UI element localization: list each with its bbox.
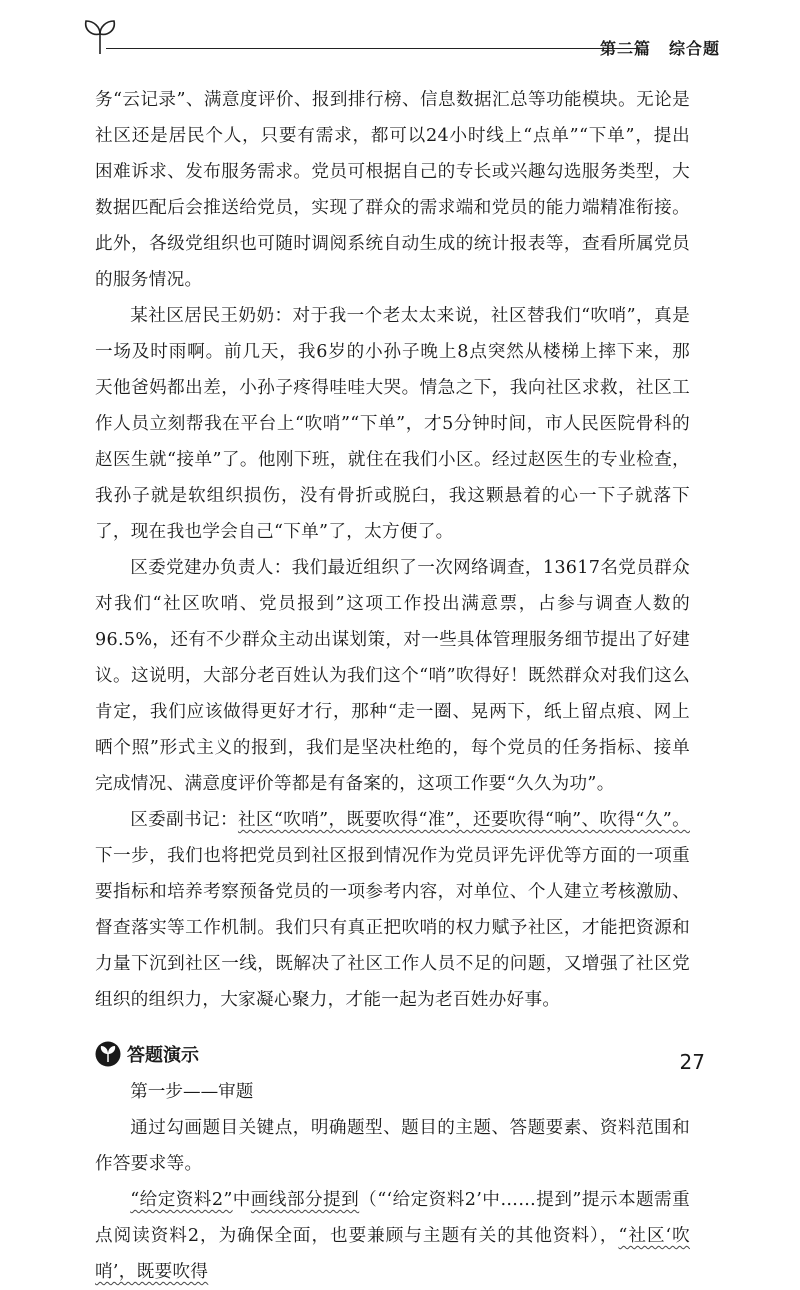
paragraph-2: 某社区居民王奶奶：对于我一个老太太来说，社区替我们“吹哨”，真是一场及时雨啊。前几天，我6岁的小孙子晚上8点突然从楼梯上摔下来，那天他爸妈都出差，小孙子疼得哇哇大哭。情急之下，我向社区求救，社区工作人员立刻帮我在平台上“吹哨”“下单”，才5分钟时间，市人民医院骨科的赵医生就“接单”了。他刚下班，就住在我们小区。经过赵医生的专业检查，我孙子就是软组织损伤，没有骨折或脱臼，我这颗悬着的心一下子就落下了，现在我也学会自己“下单”了，太方便了。 [95, 306, 690, 542]
step-heading: 第一步——审题 [130, 1082, 254, 1102]
page-content [95, 82, 690, 1290]
sprout-icon [80, 18, 120, 56]
keyword-topic: “社区‘吹哨’，既要吹得 [95, 1226, 690, 1282]
paragraph-intro: 通过勾画题目关键点，明确题型、题目的主题、答题要素、资料范围和作答要求等。 [95, 1118, 690, 1174]
keyword-material: “给定资料2” [130, 1190, 233, 1210]
header-section: 综合题 [668, 39, 720, 58]
keyword-underlined: 画线部分提到 [250, 1190, 360, 1210]
section-title: 答题演示 [127, 1045, 199, 1066]
analysis-text-2: （“‘给定资料2’中……提到”提示本题需重点阅读资料2，为确保全面，也要兼顾与主题有关的其他资料）， [95, 1190, 690, 1246]
page-header [80, 18, 720, 58]
paragraph-4-rest: 下一步，我们也将把党员到社区报到情况作为党员评先评优等方面的一项重要指标和培养考察预备党员的一项参考内容，对单位、个人建立考核激励、督查落实等工作机制。我们只有真正把吹哨的权力赋予社区，才能把资源和力量下沉到社区一线，既解决了社区工作人员不足的问题，又增强了社区党组织的组织力，大家凝心聚力，才能一起为老百姓办好事。 [95, 846, 690, 1010]
paragraph-3: 区委党建办负责人：我们最近组织了一次网络调查，13617名党员群众对我们“社区吹哨、党员报到”这项工作投出满意票，占参与调查人数的96.5%，还有不少群众主动出谋划策，对一些具体管理服务细节提出了好建议。这说明，大部分老百姓认为我们这个“哨”吹得好！既然群众对我们这么肯定，我们应该做得更好才行，那种“走一圈、晃两下，纸上留点痕、网上晒个照”形式主义的报到，我们是坚决杜绝的，每个党员的任务指标、接单完成情况、满意度评价等都是有备案的，这项工作要“久久为功”。 [95, 558, 690, 794]
paragraph-analysis [95, 1182, 690, 1290]
demo-section-header [95, 1034, 690, 1074]
page-number: 27 [679, 1050, 705, 1074]
paragraph-4 [95, 802, 690, 1018]
speaker-label: 区委副书记： [130, 810, 238, 830]
leaf-badge-icon [95, 1041, 121, 1067]
header-rule [106, 48, 640, 49]
header-title [600, 36, 720, 59]
paragraph-1: 务“云记录”、满意度评价、报到排行榜、信息数据汇总等功能模块。无论是社区还是居民个人，只要有需求，都可以24小时线上“点单”“下单”，提出困难诉求、发布服务需求。党员可根据自己的专长或兴趣勾选服务类型，大数据匹配后会推送给党员，实现了群众的需求端和党员的能力端精准衔接。此外，各级党组织也可随时调阅系统自动生成的统计报表等，查看所属党员的服务情况。 [95, 90, 690, 290]
header-part: 第二篇 [599, 39, 651, 58]
underlined-quote: 社区“吹哨”，既要吹得“准”，还要吹得“响”、吹得“久”。 [237, 810, 690, 830]
analysis-text-1: 中 [232, 1190, 251, 1210]
